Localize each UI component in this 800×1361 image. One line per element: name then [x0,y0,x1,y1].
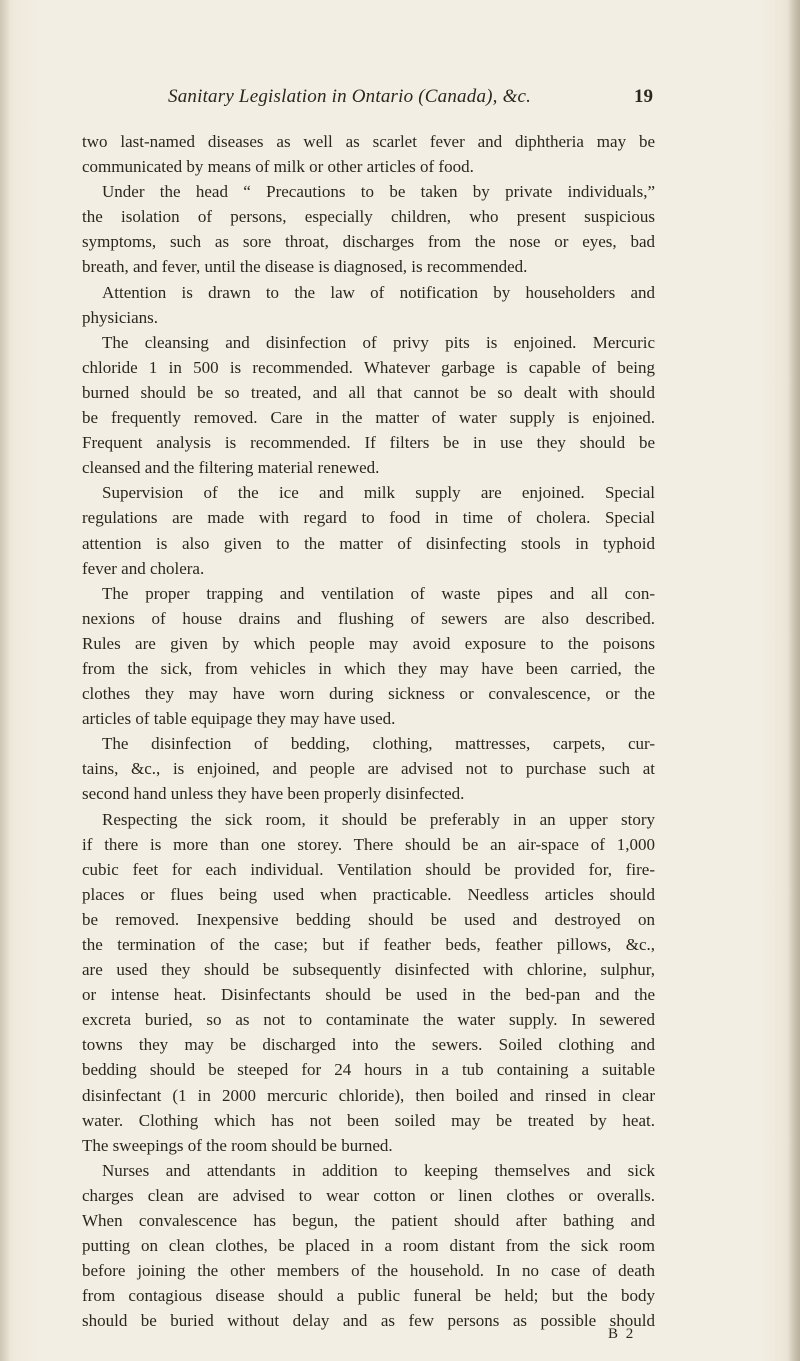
text-line: second hand unless they have been properly disinfected. [82,784,465,804]
text-line: When convalescence has begun, the patient should after bathing and [82,1211,655,1231]
text-line: before joining the other members of the household. In no case of death [82,1261,655,1281]
text-line: attention is also given to the matter of disinfecting stools in typhoid [82,533,655,553]
text-line: symptoms, such as sore throat, discharges from the nose or eyes, bad [82,232,655,252]
text-line: putting on clean clothes, be placed in a room distant from the sick room [82,1236,655,1256]
text-line: tains, &c., is enjoined, and people are advised not to purchase such at [82,759,655,779]
text-line: physicians. [82,307,159,327]
text-line: from contagious disease should a public funeral be held; but the body [82,1286,655,1306]
text-line: Under the head “ Precautions to be taken by private individuals,” [102,182,655,202]
running-title: Sanitary Legislation in Ontario (Canada), &c. [168,86,532,107]
text-line: charges clean are advised to wear cotton or linen clothes or overalls. [82,1185,655,1205]
text-line: Respecting the sick room, it should be preferably in an upper story [102,809,655,829]
text-line: burned should be so treated, and all that cannot be so dealt with should [82,382,655,402]
text-line: articles of table equipage they may have used. [82,709,396,729]
text-line: water. Clothing which has not been soiled may be treated by heat. [82,1110,655,1130]
text-line: regulations are made with regard to food in time of cholera. Special [82,508,655,528]
text-line: the termination of the case; but if feather beds, feather pillows, &c., [82,935,655,954]
text-line: be frequently removed. Care in the matter of water supply is enjoined. [82,408,655,428]
text-line: breath, and fever, until the disease is diagnosed, is recommended. [82,257,528,277]
text-line: are used they should be subsequently disinfected with chlorine, sulphur, [82,960,655,980]
text-line: Attention is drawn to the law of notification by householders and [102,282,655,302]
text-line: The cleansing and disinfection of privy pits is enjoined. Mercuric [102,332,655,352]
text-line: Supervision of the ice and milk supply are enjoined. Special [102,483,655,503]
text-line: two last-named diseases as well as scarlet fever and diphtheria may be [82,132,655,151]
text-line: bedding should be steeped for 24 hours in a tub containing a suitable [82,1060,655,1080]
text-line: The proper trapping and ventilation of waste pipes and all con- [102,583,655,603]
text-line: cleansed and the filtering material renewed. [82,458,380,478]
text-line: chloride 1 in 500 is recommended. Whatever garbage is capable of being [82,357,655,377]
text-line: The disinfection of bedding, clothing, mattresses, carpets, cur- [102,734,655,754]
text-line: Frequent analysis is recommended. If filters be in use they should be [82,433,655,453]
binding-shadow [0,0,10,1361]
signature-mark: B 2 [608,1326,636,1342]
text-line: The sweepings of the room should be burned. [82,1135,393,1155]
page-number: 19 [634,86,653,107]
text-line: from the sick, from vehicles in which they may have been carried, the [82,658,655,678]
text-line: communicated by means of milk or other articles of food. [82,157,474,177]
page-edge [788,0,800,1361]
text-line: Nurses and attendants in addition to keeping themselves and sick [102,1160,655,1180]
text-line: excreta buried, so as not to contaminate the water supply. In sewered [82,1010,655,1030]
text-line: towns they may be discharged into the sewers. Soiled clothing and [82,1035,655,1055]
text-line: if there is more than one storey. There should be an air-space of 1,000 [82,834,655,854]
text-line: the isolation of persons, especially children, who present suspicious [82,207,655,227]
text-line: Rules are given by which people may avoid exposure to the poisons [82,633,655,653]
text-line: cubic feet for each individual. Ventilation should be provided for, fire- [82,859,655,879]
text-line: clothes they may have worn during sickness or convalescence, or the [82,684,655,704]
text-line: disinfectant (1 in 2000 mercuric chloride), then boiled and rinsed in clear [82,1085,655,1105]
text-line: or intense heat. Disinfectants should be used in the bed-pan and the [82,985,655,1005]
text-line: should be buried without delay and as few persons as possible should [82,1311,655,1331]
text-line: places or flues being used when practicable. Needless articles should [82,884,655,904]
text-line: nexions of house drains and flushing of sewers are also described. [82,608,655,628]
text-line: fever and cholera. [82,558,205,578]
body-text [82,129,655,1334]
text-line: be removed. Inexpensive bedding should be used and destroyed on [82,909,655,929]
